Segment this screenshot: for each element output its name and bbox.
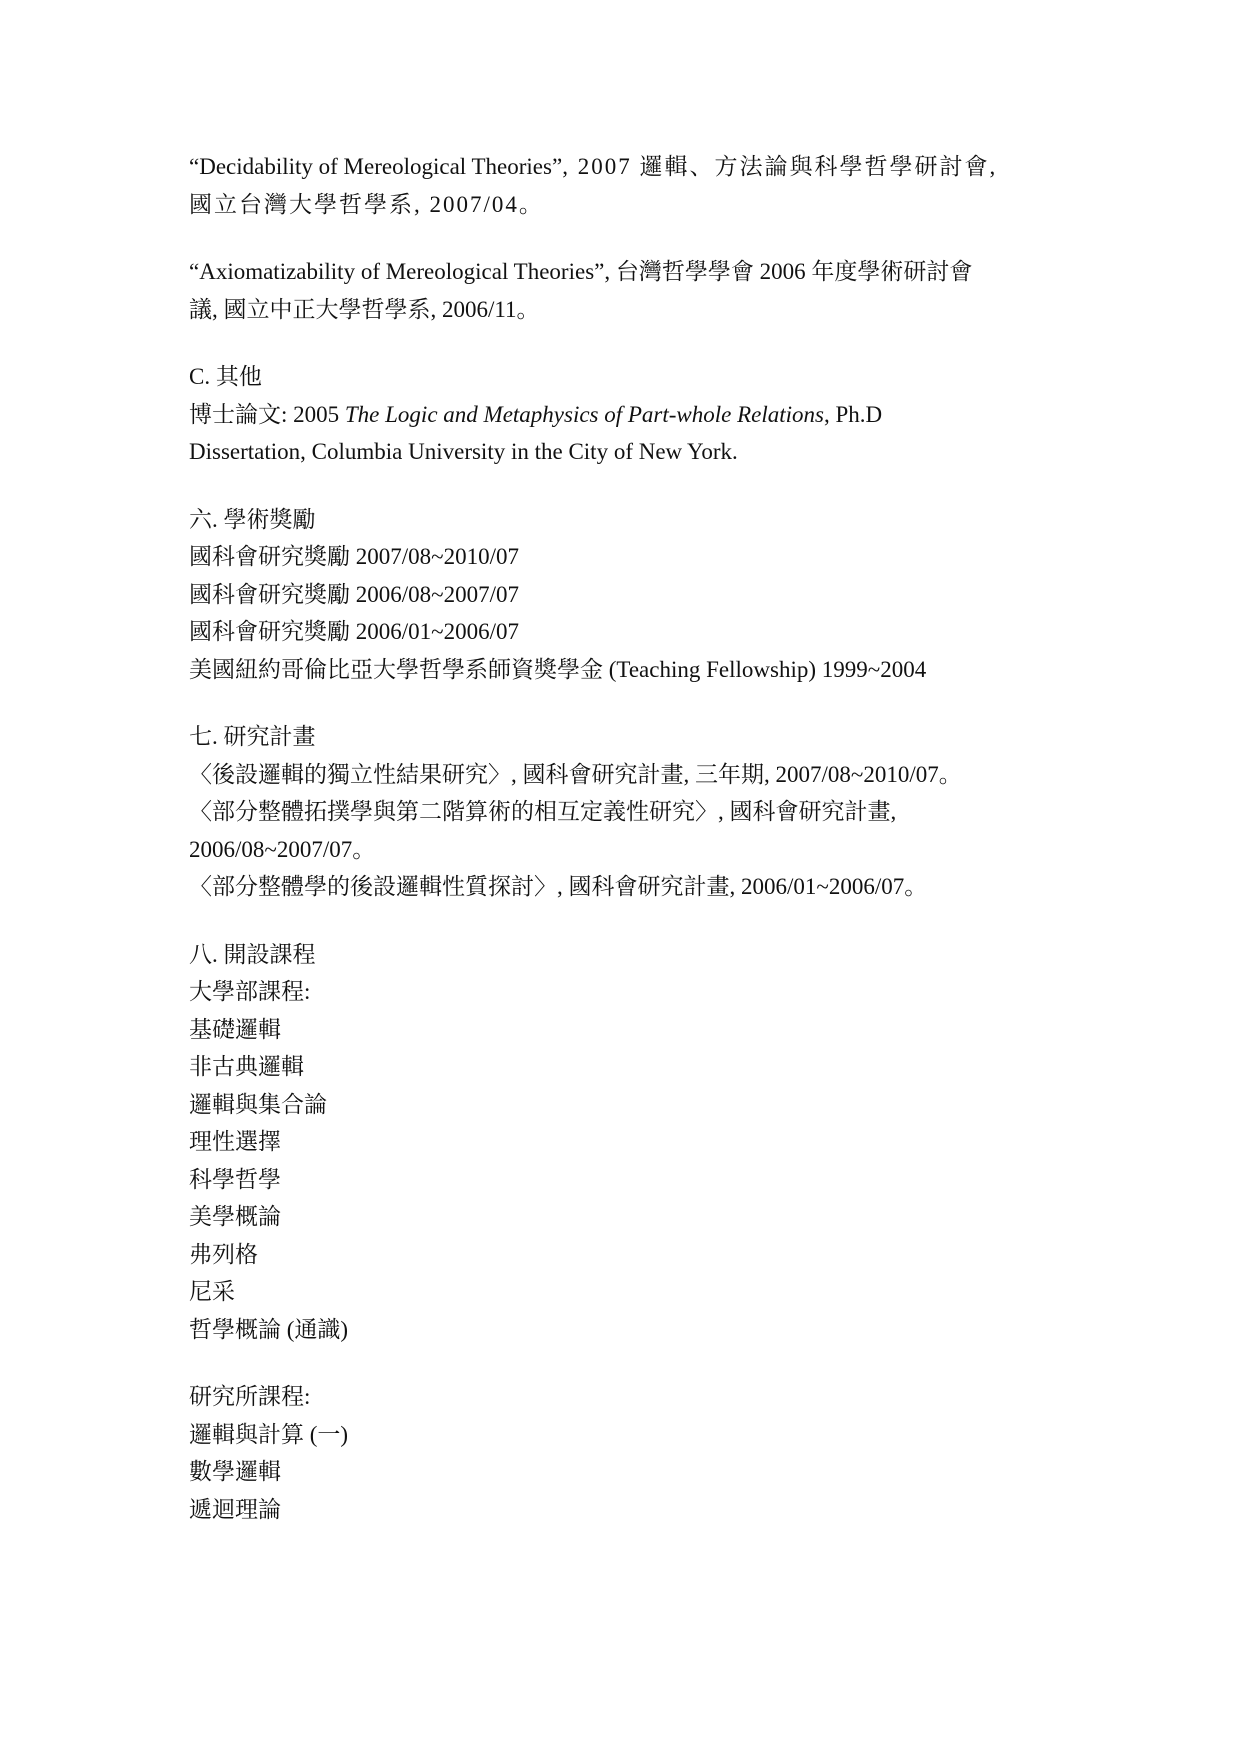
paper-1-line-1 [189,148,1069,186]
paper-2-title: “Axiomatizability of Mereological Theories” [189,259,605,284]
course-item: 哲學概論 (通識) [189,1316,349,1342]
award-item: 國科會研究獎勵 2006/08~2007/07 [189,581,519,607]
courses-heading: 八. 開設課程 [189,941,316,967]
project-line: 〈後設邏輯的獨立性結果研究〉, 國科會研究計畫, 三年期, 2007/08~2010/07。 [189,761,962,787]
dissertation-prefix: 博士論文: 2005 [189,401,345,427]
paper-2-venue: , 台灣哲學學會 2006 年度學術研討會 [604,259,973,284]
award-item: 美國紐約哥倫比亞大學哲學系師資獎學金 (Teaching Fellowship) 1999~2004 [189,656,927,682]
course-item: 邏輯與計算 (一) [189,1421,349,1447]
course-item: 遞迴理論 [189,1496,281,1522]
document-page [189,148,1069,1528]
course-item: 基礎邏輯 [189,1016,281,1042]
paper-2-line-1 [189,253,1069,291]
award-item: 國科會研究獎勵 2006/01~2006/07 [189,619,519,644]
paper-2-line-2: 議, 國立中正大學哲學系, 2006/11。 [189,296,540,322]
course-item: 非古典邏輯 [189,1054,304,1079]
course-item: 數學邏輯 [189,1459,281,1484]
projects-heading: 七. 研究計畫 [189,724,316,749]
dissertation-suffix: , Ph.D [824,401,883,427]
paper-1-title: “Decidability of Mereological Theories” [189,154,563,179]
dissertation-title: The Logic and Metaphysics of Part-whole Relations [344,401,825,427]
course-item: 科學哲學 [189,1166,281,1192]
paper-1-venue: , 2007 邏輯、方法論與科學哲學研討會, [562,154,998,179]
course-item: 弗列格 [189,1241,258,1267]
project-line: 〈部分整體拓撲學與第二階算術的相互定義性研究〉, 國科會研究計畫, [189,799,897,824]
other-heading: C. 其他 [189,364,262,389]
paper-1-line-2: 國立台灣大學哲學系, 2007/04。 [189,191,544,217]
awards-heading: 六. 學術獎勵 [189,506,316,532]
project-line: 〈部分整體學的後設邏輯性質探討〉, 國科會研究計畫, 2006/01~2006/07。 [189,874,928,899]
course-item: 理性選擇 [189,1129,281,1154]
award-item: 國科會研究獎勵 2007/08~2010/07 [189,544,519,569]
course-item: 美學概論 [189,1204,281,1229]
dissertation-line-1 [189,396,1069,434]
project-line: 2006/08~2007/07。 [189,836,376,862]
course-item: 尼采 [189,1279,235,1304]
dissertation-line-2: Dissertation, Columbia University in the City of New York. [189,439,738,464]
undergrad-label: 大學部課程: [189,979,311,1004]
course-item: 邏輯與集合論 [189,1091,327,1117]
grad-label: 研究所課程: [189,1384,311,1409]
